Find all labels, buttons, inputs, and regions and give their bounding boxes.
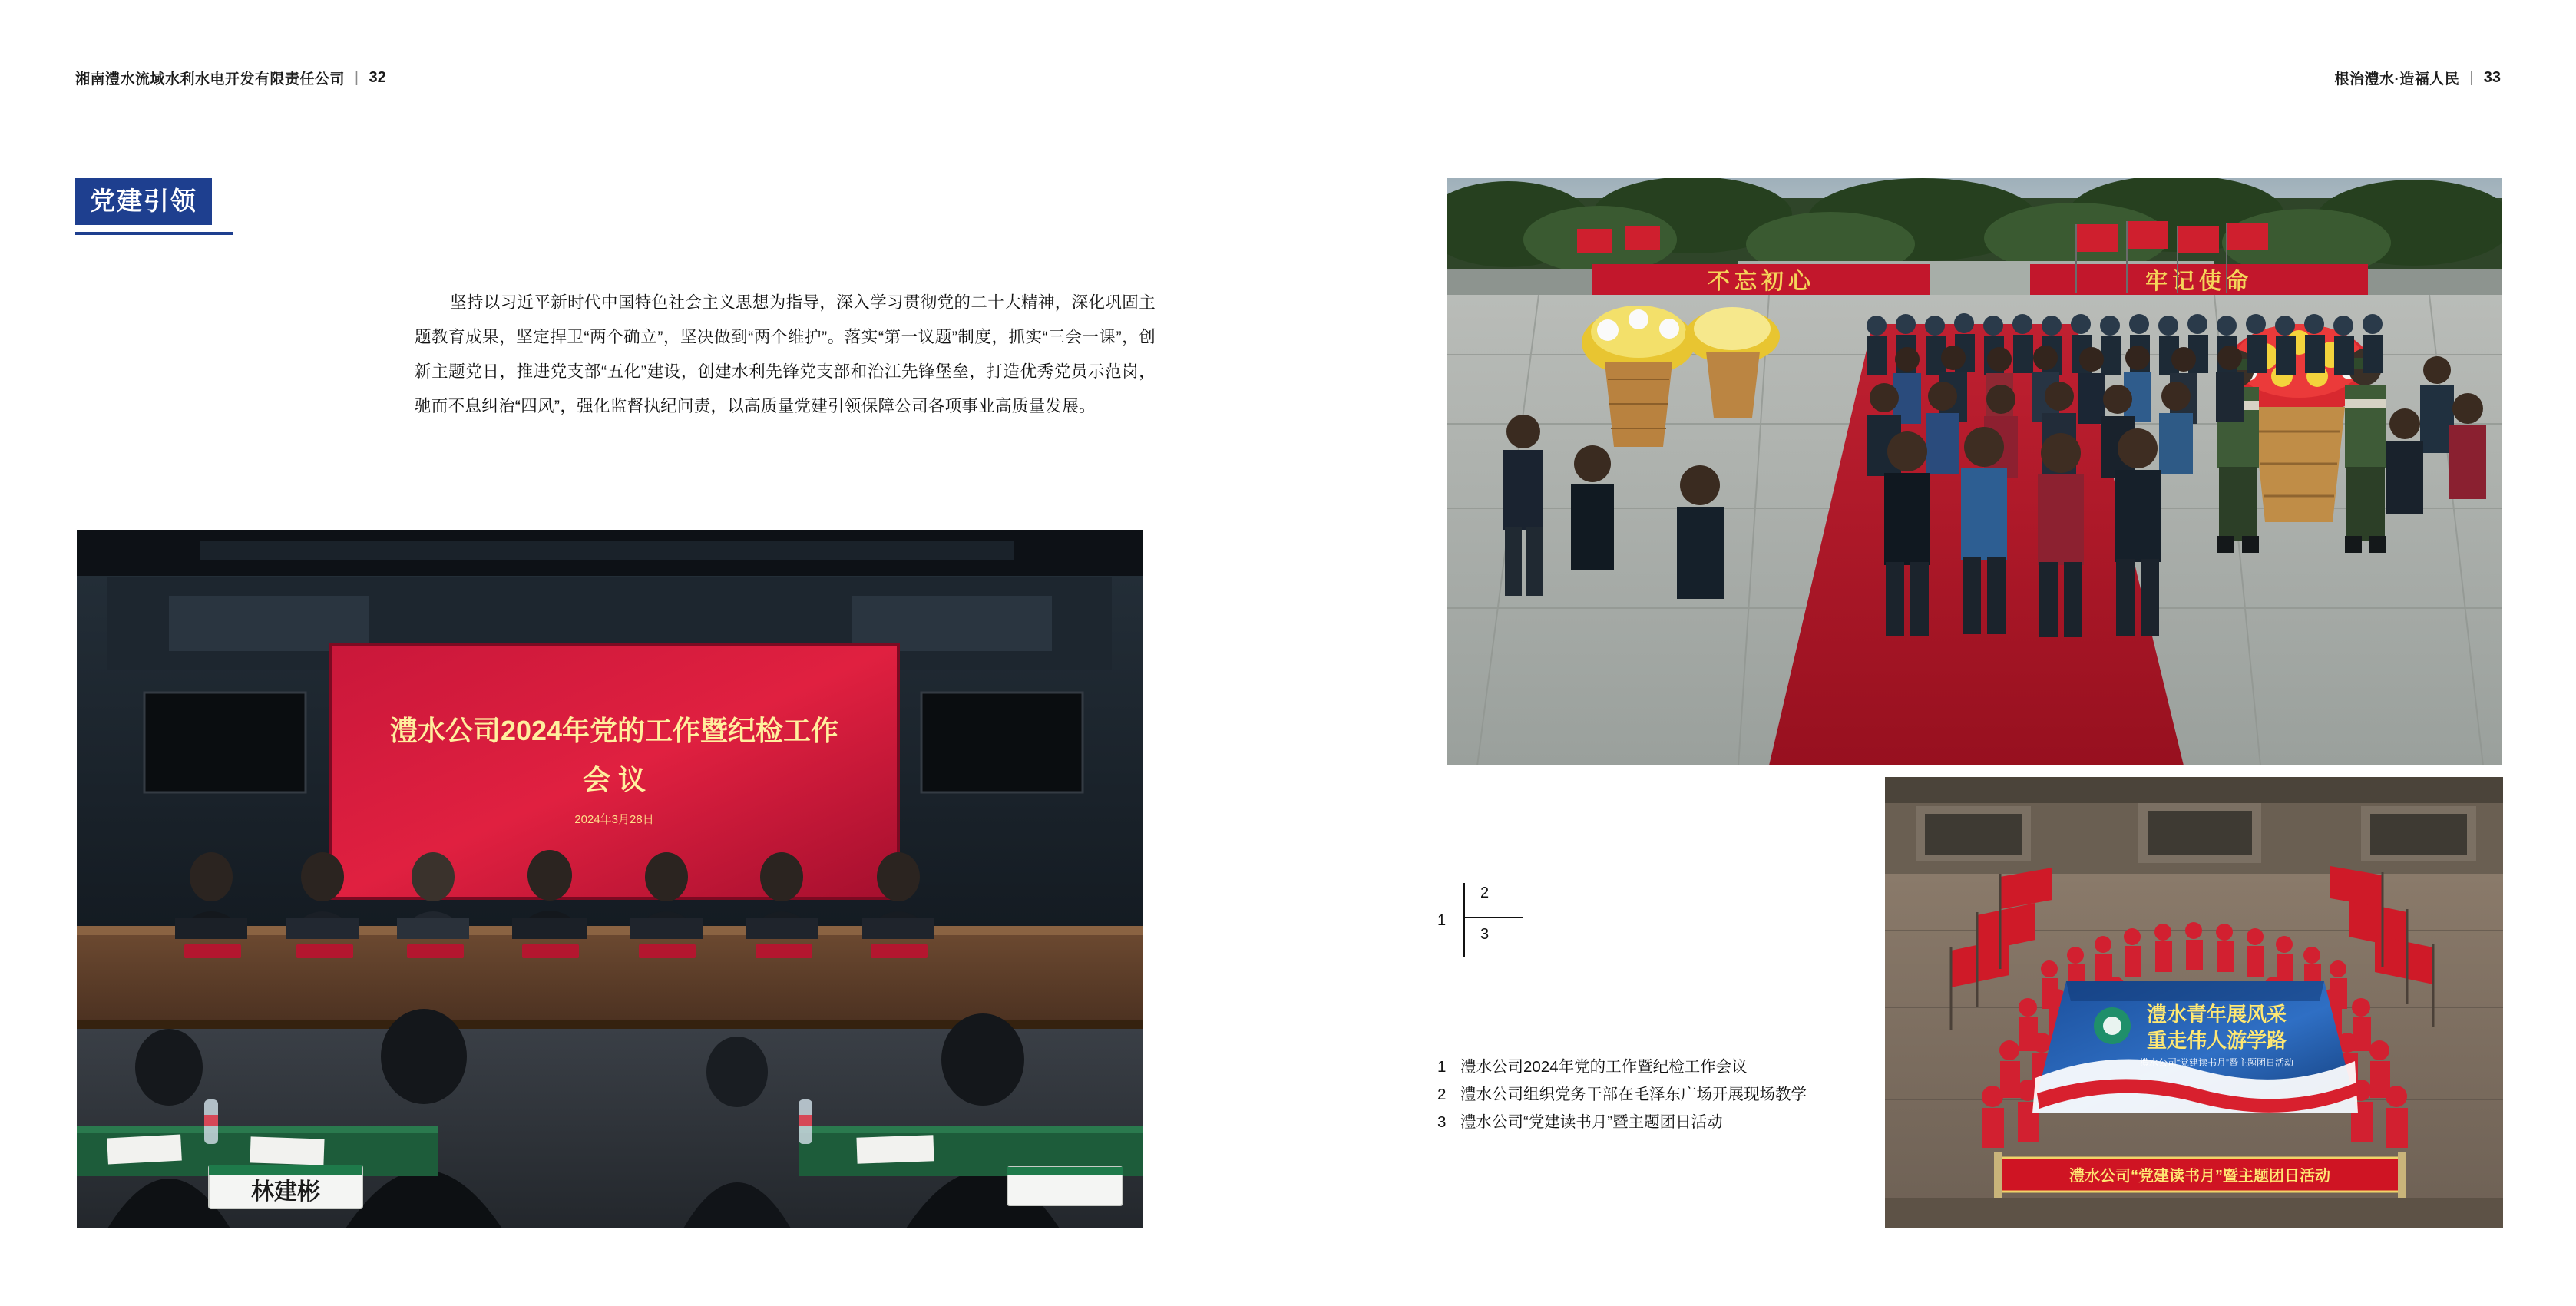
youth-reading-activity-photo bbox=[1885, 777, 2503, 1228]
running-head-left-text: 湘南澧水流域水利水电开发有限责任公司 bbox=[75, 71, 346, 88]
page-number-left: 32 bbox=[369, 69, 386, 86]
running-head-right bbox=[2334, 68, 2501, 88]
svg-text:不忘初心: 不忘初心 bbox=[1707, 269, 1816, 294]
svg-text:澧水青年展风采: 澧水青年展风采 bbox=[2146, 1003, 2287, 1026]
svg-text:澧水公司“党建读书月”暨主题团日活动: 澧水公司“党建读书月”暨主题团日活动 bbox=[2140, 1057, 2293, 1068]
figure-captions bbox=[1437, 1053, 2128, 1136]
svg-text:澧水公司2024年党的工作暨纪检工作: 澧水公司2024年党的工作暨纪检工作 bbox=[389, 715, 839, 746]
svg-text:会 议: 会 议 bbox=[582, 764, 646, 795]
svg-text:重走伟人游学路: 重走伟人游学路 bbox=[2146, 1029, 2287, 1052]
caption-text: 澧水公司组织党务干部在毛泽东广场开展现场教学 bbox=[1460, 1086, 1807, 1103]
figure-number-key bbox=[1437, 883, 1576, 960]
section-title-badge: 党建引领 bbox=[75, 178, 212, 225]
conference-meeting-illustration bbox=[77, 530, 1143, 1228]
caption-row bbox=[1437, 1081, 2128, 1109]
caption-number: 3 bbox=[1437, 1113, 1447, 1131]
page-number-right: 33 bbox=[2483, 69, 2501, 86]
svg-text:2024年3月28日: 2024年3月28日 bbox=[574, 813, 654, 826]
caption-row bbox=[1437, 1109, 2128, 1136]
caption-number: 2 bbox=[1437, 1086, 1447, 1103]
running-head-right-separator: | bbox=[2469, 69, 2474, 86]
running-head-right-text: 根治澧水·造福人民 bbox=[2334, 71, 2460, 88]
figure-key-horizontal-rule bbox=[1465, 917, 1523, 918]
caption-number: 1 bbox=[1437, 1058, 1447, 1076]
caption-text: 澧水公司“党建读书月”暨主题团日活动 bbox=[1460, 1113, 1723, 1131]
conference-meeting-photo bbox=[77, 530, 1143, 1228]
figure-key-2: 2 bbox=[1480, 884, 1490, 901]
caption-row bbox=[1437, 1053, 2128, 1081]
figure-key-3: 3 bbox=[1480, 926, 1490, 943]
running-head-left-separator: | bbox=[355, 69, 359, 86]
body-paragraph: 坚持以习近平新时代中国特色社会主义思想为指导，深入学习贯彻党的二十大精神，深化巩固主题教育成果，坚定捍卫“两个确立”，坚决做到“两个维护”。落实“第一议题”制度，抓实“三会一课”，创新主题党日，推进党支部“五化”建设，创建水利先锋党支部和治江先锋堡垒，打造优秀党员示范岗，驰而不息纠治“四风”，强化监督执纪问责，以高质量党建引领保障公司各项事业高质量发展。 bbox=[415, 293, 1156, 415]
svg-text:澧水公司“党建读书月”暨主题团日活动: 澧水公司“党建读书月”暨主题团日活动 bbox=[2069, 1168, 2330, 1185]
section-title-underline bbox=[75, 232, 233, 235]
svg-text:牢记使命: 牢记使命 bbox=[2144, 269, 2254, 294]
caption-text: 澧水公司2024年党的工作暨纪检工作会议 bbox=[1460, 1058, 1748, 1076]
running-head-left bbox=[75, 68, 386, 88]
figure-key-1: 1 bbox=[1437, 912, 1447, 929]
svg-text:林建彬: 林建彬 bbox=[251, 1179, 320, 1205]
figure-key-vertical-rule bbox=[1463, 883, 1465, 957]
square-ceremony-illustration bbox=[1447, 178, 2502, 765]
square-memorial-ceremony-photo bbox=[1447, 178, 2502, 765]
youth-activity-illustration bbox=[1885, 777, 2503, 1228]
